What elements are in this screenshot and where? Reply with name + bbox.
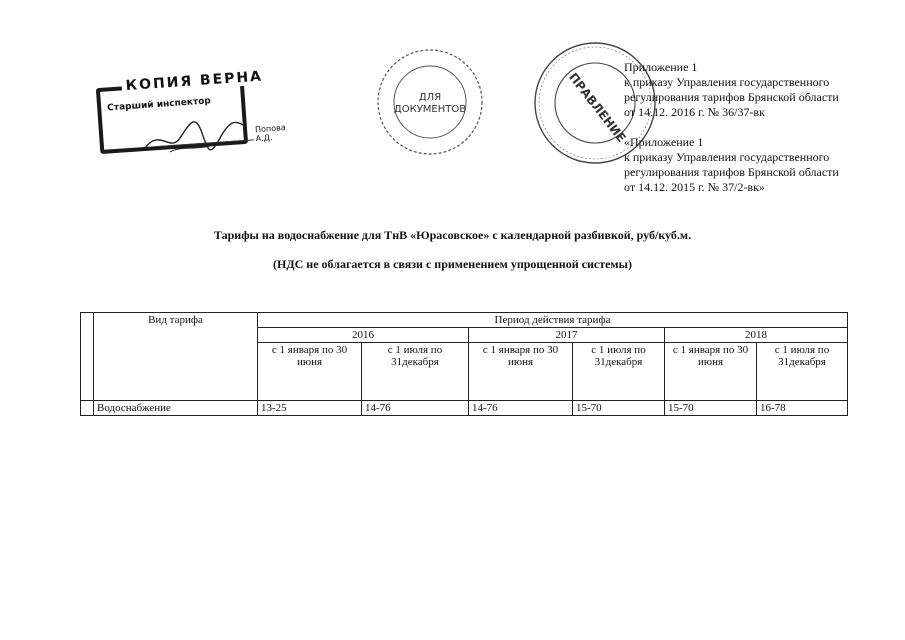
value-2017-h1: 14-76 xyxy=(469,401,573,416)
period-2016-h1: с 1 января по 30 июня xyxy=(258,343,362,401)
year-2017-header: 2017 xyxy=(469,328,665,343)
period-2017-h2: с 1 июля по 31декабря xyxy=(573,343,665,401)
year-2016-header: 2016 xyxy=(258,328,469,343)
appendix-previous-line4: от 14.12. 2015 г. № 37/2-вк» xyxy=(624,180,765,194)
appendix-current-line3: регулирования тарифов Брянской области xyxy=(624,90,839,104)
year-2018-header: 2018 xyxy=(665,328,848,343)
round-seal-documents xyxy=(372,44,488,160)
table-row xyxy=(81,401,848,416)
row-label: Водоснабжение xyxy=(94,401,258,416)
appendix-previous xyxy=(624,135,839,195)
tariff-type-header: Вид тарифа xyxy=(94,313,258,401)
appendix-previous-line3: регулирования тарифов Брянской области xyxy=(624,165,839,179)
value-2016-h2: 14-76 xyxy=(362,401,469,416)
tariff-table xyxy=(80,312,848,416)
svg-text:ПРАВЛЕНИЕ: ПРАВЛЕНИЕ xyxy=(566,70,629,145)
appendix-current-line1: Приложение 1 xyxy=(624,60,698,74)
document-subtitle: (НДС не облагается в связи с применением упрощенной системы) xyxy=(273,257,632,271)
value-2018-h1: 15-70 xyxy=(665,401,757,416)
svg-text:ДОКУМЕНТОВ: ДОКУМЕНТОВ xyxy=(393,104,467,115)
period-2018-h2: с 1 июля по 31декабря xyxy=(757,343,848,401)
appendix-previous-line1: «Приложение 1 xyxy=(624,135,704,149)
tariff-period-header: Период действия тарифа xyxy=(258,313,848,328)
period-2018-h1: с 1 января по 30 июня xyxy=(665,343,757,401)
svg-text:ДЛЯ: ДЛЯ xyxy=(418,92,442,103)
value-2016-h1: 13-25 xyxy=(258,401,362,416)
period-2017-h1: с 1 января по 30 июня xyxy=(469,343,573,401)
stamp-title: КОПИЯ ВЕРНА xyxy=(121,68,267,94)
value-2017-h2: 15-70 xyxy=(573,401,665,416)
appendix-previous-line2: к приказу Управления государственного xyxy=(624,150,830,164)
appendix-current-line4: от 14.12. 2016 г. № 36/37-вк xyxy=(624,105,765,119)
row-number-header xyxy=(81,313,94,401)
period-2016-h2: с 1 июля по 31декабря xyxy=(362,343,469,401)
value-2018-h2: 16-78 xyxy=(757,401,848,416)
document-title: Тарифы на водоснабжение для ТнВ «Юрасовское» с календарной разбивкой, руб/куб.м. xyxy=(213,228,692,242)
appendix-current-line2: к приказу Управления государственного xyxy=(624,75,830,89)
appendix-current xyxy=(624,60,839,120)
row-number-cell xyxy=(81,401,94,416)
stamp-role: Старший инспектор xyxy=(106,96,212,114)
handwritten-signature xyxy=(140,108,250,158)
stamp-name: Попова А.Д. xyxy=(254,123,287,144)
